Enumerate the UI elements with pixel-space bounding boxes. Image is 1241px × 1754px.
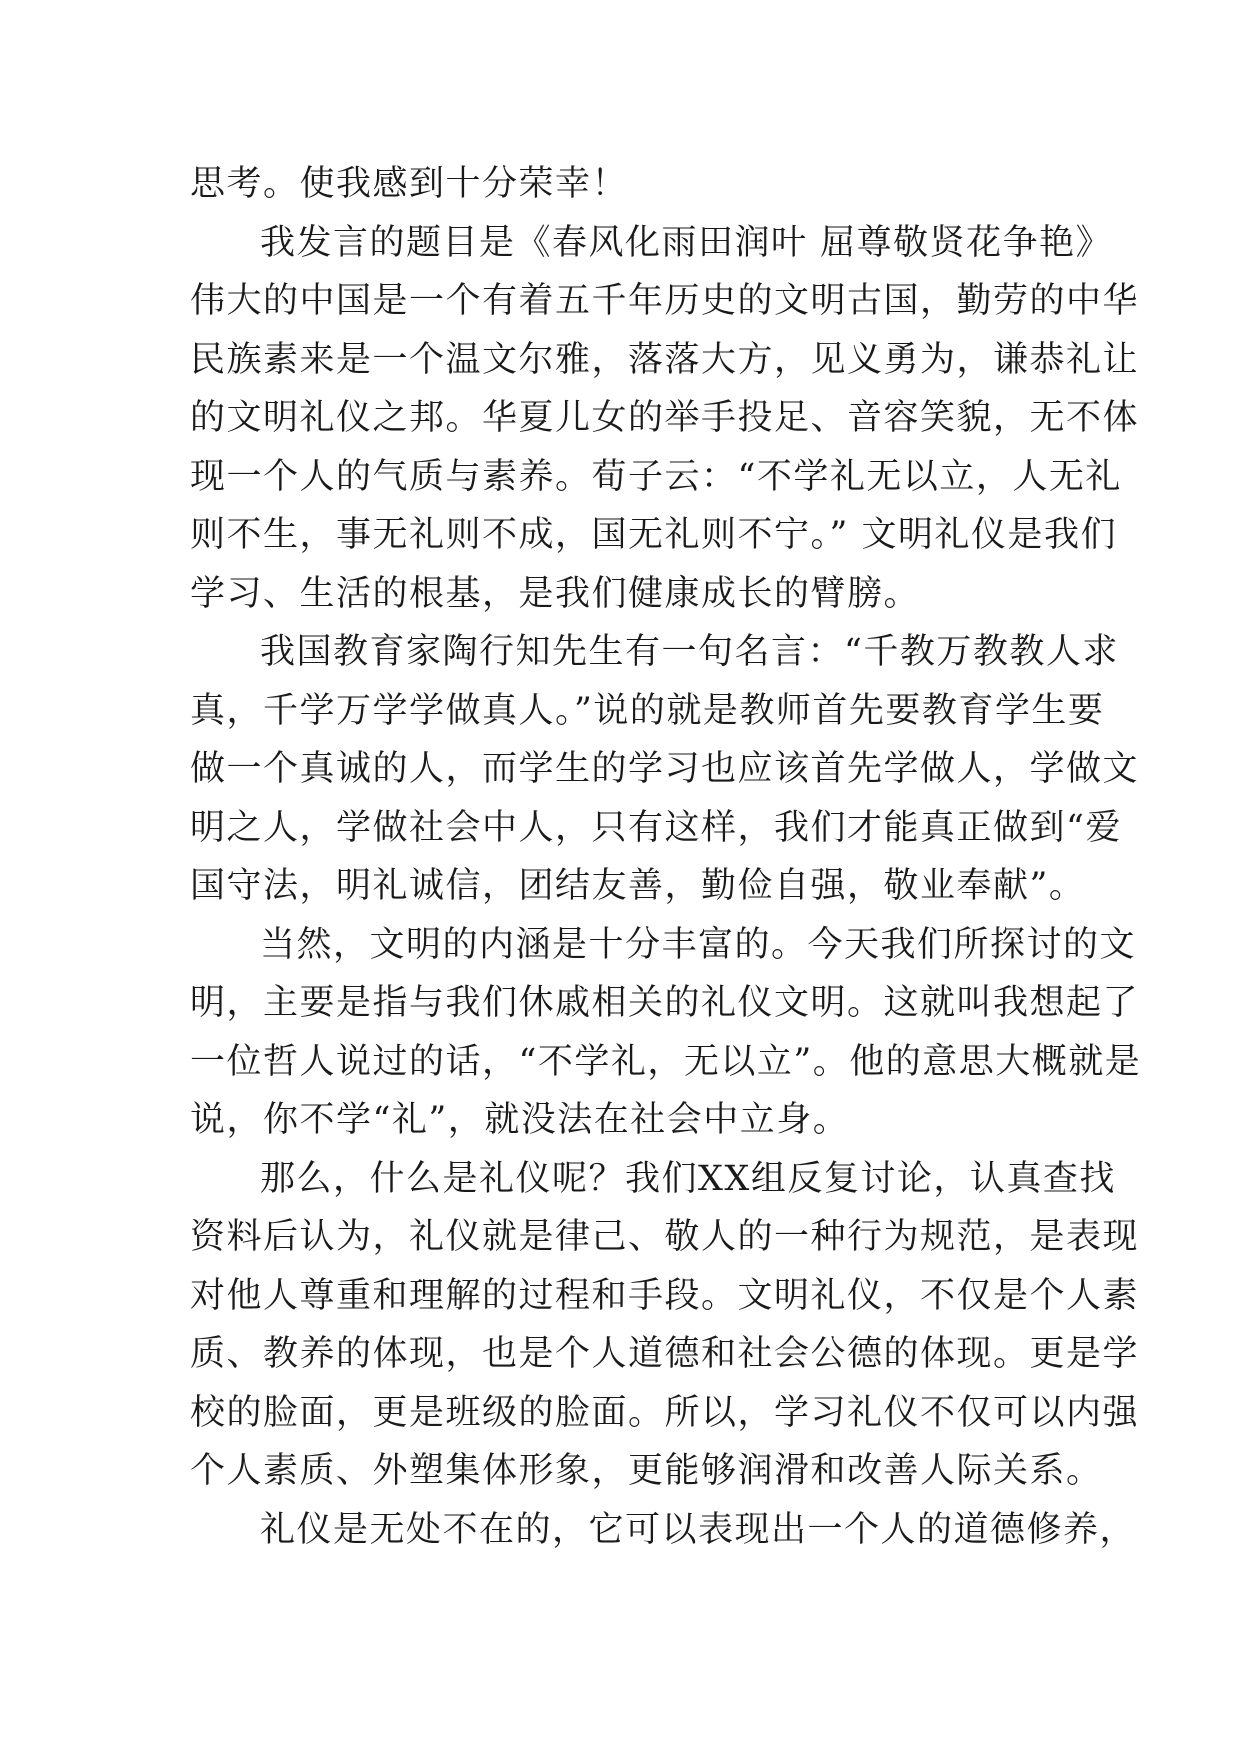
text-line: 则不生，事无礼则不成，国无礼则不宁。” 文明礼仪是我们 [190,515,1118,555]
paragraph-start-line: 那么，什么是礼仪呢？我们XX组反复讨论，认真查找 [260,1158,1116,1199]
text-line: 明之人，学做社会中人，只有这样，我们才能真正做到“爱 [190,807,1122,848]
paragraph-start-line: 我国教育家陶行知先生有一句名言：“千教万教教人求 [260,632,1119,672]
document-body [190,155,1142,1559]
text-line: 做一个真诚的人，而学生的学习也应该首先学做人，学做文 [190,749,1140,789]
text-line: 明，主要是指与我们休戚相关的礼仪文明。这就叫我想起了 [190,983,1140,1023]
text-line: 个人素质、外塑集体形象，更能够润滑和改善人际关系。 [190,1451,1103,1491]
text-line: 质、教养的体现，也是个人道德和社会公德的体现。更是学 [190,1334,1140,1374]
paragraph-start-line: 礼仪是无处不在的，它可以表现出一个人的道德修养， [260,1509,1137,1550]
text-line: 说，你不学“礼”，就没法在社会中立身。 [190,1100,850,1140]
text-line: 思考。使我感到十分荣幸！ [190,164,629,204]
text-line: 伟大的中国是一个有着五千年历史的文明古国，勤劳的中华 [190,281,1140,321]
text-line: 的文明礼仪之邦。华夏儿女的举手投足、音容笑貌，无不体 [190,398,1140,438]
text-line: 民族素来是一个温文尔雅，落落大方，见义勇为，谦恭礼让 [190,339,1140,380]
text-line: 学习、生活的根基，是我们健康成长的臂膀。 [190,573,921,614]
text-line: 一位哲人说过的话，“不学礼，无以立”。他的意思大概就是 [190,1041,1142,1082]
paragraph-start-line: 当然，文明的内涵是十分丰富的。今天我们所探讨的文 [260,924,1137,965]
text-line: 资料后认为，礼仪就是律己、敬人的一种行为规范，是表现 [190,1217,1140,1257]
text-line: 对他人尊重和理解的过程和手段。文明礼仪，不仅是个人素 [190,1275,1140,1316]
paragraph-start-line: 我发言的题目是《春风化雨田润叶 屈尊敬贤花争艳》 [260,222,1113,263]
text-line: 校的脸面，更是班级的脸面。所以，学习礼仪不仅可以内强 [190,1392,1140,1433]
text-line: 国守法，明礼诚信，团结友善，勤俭自强，敬业奉献”。 [190,866,1086,906]
text-line: 现一个人的气质与素养。荀子云：“不学礼无以立，人无礼 [190,456,1122,497]
text-line: 真，千学万学学做真人。”说的就是教师首先要教育学生要 [190,690,1105,731]
